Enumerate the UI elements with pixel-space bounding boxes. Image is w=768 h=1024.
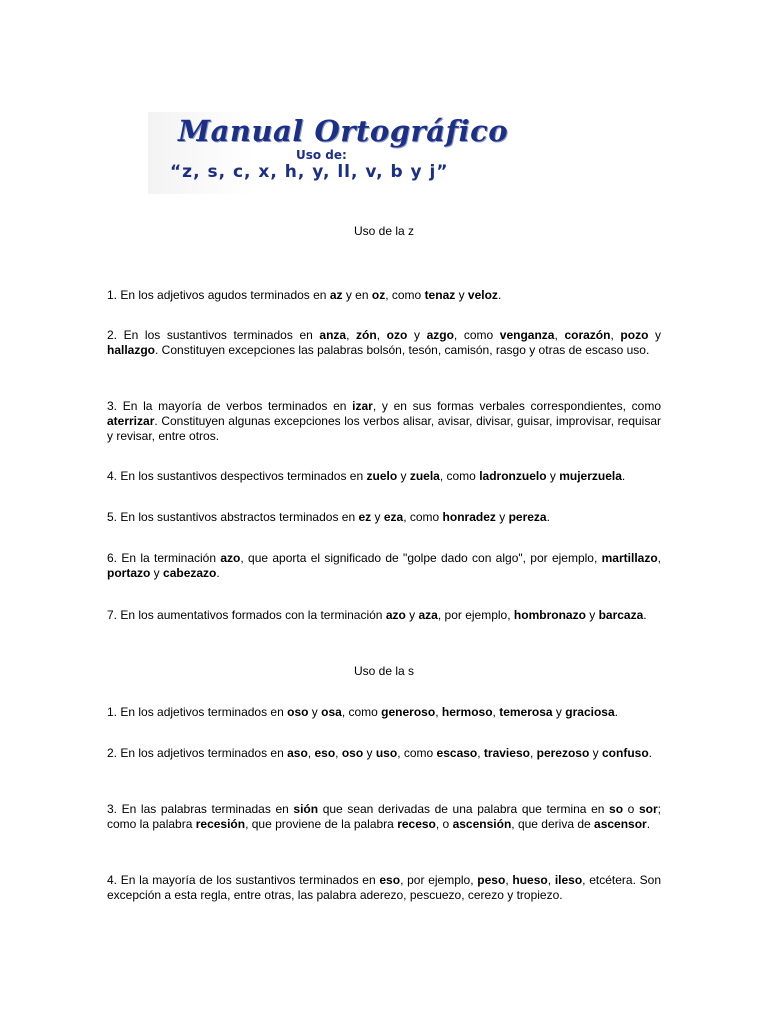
bold-term: mujerzuela	[559, 469, 622, 483]
rule-text: y	[371, 510, 384, 524]
rule-text: y	[585, 608, 599, 622]
rule-text: . Constituyen excepciones las palabras bolsón, tesón, camisón, rasgo y otras de escaso uso.	[155, 343, 650, 357]
rule-text: .	[646, 817, 651, 831]
bold-term: aso	[287, 746, 308, 760]
bold-term: osa	[321, 705, 342, 719]
rule-text: y	[455, 288, 468, 302]
bold-term: eza	[383, 510, 404, 524]
bold-term: cabezazo	[163, 566, 217, 580]
rule-text: 4. En los sustantivos despectivos terminados en	[107, 469, 367, 483]
bold-term: aza	[418, 608, 438, 622]
rule-text: ,	[376, 328, 387, 342]
rule-text: 1. En los adjetivos agudos terminados en	[107, 288, 330, 302]
bold-term: pereza	[508, 510, 547, 524]
bold-term: ez	[358, 510, 372, 524]
section-title-z: Uso de la z	[353, 224, 415, 238]
rule-text: 3. En las palabras terminadas en	[107, 802, 294, 816]
rule-text: y	[589, 746, 602, 760]
rule-s-1	[107, 705, 661, 720]
rule-text: .	[648, 746, 652, 760]
bold-term: izar	[352, 399, 373, 413]
rule-text: , por ejemplo,	[400, 873, 478, 887]
rule-text: 7. En los aumentativos formados con la terminación	[107, 608, 386, 622]
bold-term: pozo	[620, 328, 649, 342]
rule-text: .	[614, 705, 618, 719]
bold-term: corazón	[564, 328, 611, 342]
rule-text: .	[497, 288, 502, 302]
bold-term: eso	[379, 873, 401, 887]
rule-text: ,	[346, 328, 357, 342]
rule-text: . Constituyen algunas excepciones los verbos alisar, avisar, divisar, guisar, improvisar, requisar y revisar, entre otros.	[107, 414, 661, 443]
rule-text: , que aporta el significado de "golpe dado con algo", por ejemplo,	[240, 551, 602, 565]
rule-text: , como	[397, 746, 437, 760]
rule-text: , como	[403, 510, 443, 524]
rule-text: , como	[385, 288, 425, 302]
rule-text: y en	[342, 288, 372, 302]
bold-term: honradez	[442, 510, 496, 524]
bold-term: barcaza	[598, 608, 644, 622]
bold-term: generoso	[381, 705, 436, 719]
rule-text: 2. En los adjetivos terminados en	[107, 746, 288, 760]
logo-letters: “z, s, c, x, h, y, ll, v, b y j”	[170, 162, 449, 182]
bold-term: peso	[477, 873, 506, 887]
rule-text: ,	[435, 705, 442, 719]
bold-term: so	[609, 802, 624, 816]
bold-term: sor	[638, 802, 658, 816]
rule-text: .	[216, 566, 220, 580]
rule-text: 5. En los sustantivos abstractos terminados en	[107, 510, 359, 524]
bold-term: oso	[341, 746, 364, 760]
rule-text: y	[363, 746, 376, 760]
rule-text: y	[150, 566, 164, 580]
rule-s-3	[107, 802, 661, 832]
rule-text: o	[623, 802, 639, 816]
rule-text: , y en sus formas verbales correspondientes, como	[372, 399, 661, 413]
bold-term: anza	[319, 328, 347, 342]
rule-text: ,	[492, 705, 500, 719]
rule-s-4	[107, 873, 661, 903]
bold-term: hallazgo	[107, 343, 156, 357]
section-title-s: Uso de la s	[353, 664, 415, 678]
rule-text: , que deriva de	[511, 817, 595, 831]
rule-text: y	[407, 328, 427, 342]
bold-term: martillazo	[601, 551, 658, 565]
rule-text: , o	[435, 817, 453, 831]
rule-z-1	[107, 288, 661, 303]
bold-term: azo	[220, 551, 241, 565]
bold-term: uso	[375, 746, 398, 760]
rule-text: , etcétera. Son excepción a esta regla, entre otras, las palabra aderezo, pescuezo, cerezo y tropiezo.	[107, 873, 662, 902]
bold-term: azgo	[426, 328, 454, 342]
bold-term: hombronazo	[513, 608, 586, 622]
bold-term: graciosa	[565, 705, 615, 719]
rule-text: , como	[341, 705, 382, 719]
logo-title: Manual Ortográfico	[178, 114, 509, 148]
rule-text: 4. En la mayoría de los sustantivos terminados en	[107, 873, 380, 887]
rule-text: , que proviene de la palabra	[245, 817, 398, 831]
rule-text: que sean derivadas de una palabra que termina en	[318, 802, 610, 816]
rule-text: .	[621, 469, 626, 483]
rule-z-3	[107, 399, 661, 444]
rule-text: y	[495, 510, 509, 524]
bold-term: portazo	[107, 566, 151, 580]
bold-term: escaso	[436, 746, 478, 760]
rule-s-2	[107, 746, 661, 761]
bold-term: az	[329, 288, 343, 302]
bold-term: confuso	[601, 746, 649, 760]
rule-text: 3. En la mayoría de verbos terminados en	[107, 399, 353, 413]
rule-text: y	[648, 328, 662, 342]
bold-term: temerosa	[499, 705, 553, 719]
rule-z-2	[107, 328, 661, 358]
rule-z-4	[107, 469, 661, 484]
rule-text: , por ejemplo,	[437, 608, 514, 622]
rule-text: y	[308, 705, 322, 719]
rule-text: , como	[439, 469, 480, 483]
bold-term: ascensor	[594, 817, 647, 831]
bold-term: hermoso	[441, 705, 493, 719]
rule-z-6	[107, 551, 661, 581]
bold-term: ascensión	[452, 817, 512, 831]
bold-term: recesión	[195, 817, 246, 831]
bold-term: perezoso	[536, 746, 590, 760]
bold-term: venganza	[499, 328, 555, 342]
rule-text: 2. En los sustantivos terminados en	[107, 328, 320, 342]
bold-term: zuelo	[366, 469, 398, 483]
bold-term: sión	[293, 802, 319, 816]
rule-text: ,	[529, 746, 537, 760]
bold-term: tenaz	[424, 288, 456, 302]
bold-term: ileso	[554, 873, 583, 887]
bold-term: veloz	[467, 288, 498, 302]
rule-text: ,	[547, 873, 555, 887]
rule-text: .	[546, 510, 550, 524]
bold-term: zón	[356, 328, 377, 342]
rule-text: ,	[505, 873, 513, 887]
manual-logo	[148, 112, 509, 194]
bold-term: aterrizar	[107, 414, 155, 428]
rule-text: ,	[657, 551, 661, 565]
bold-term: ladronzuelo	[479, 469, 547, 483]
rule-z-5	[107, 510, 661, 525]
bold-term: oso	[287, 705, 309, 719]
bold-term: ozo	[386, 328, 408, 342]
bold-term: hueso	[512, 873, 548, 887]
rule-text: ,	[307, 746, 315, 760]
bold-term: oz	[371, 288, 386, 302]
bold-term: receso	[397, 817, 436, 831]
rule-text: y	[552, 705, 566, 719]
bold-term: zuela	[409, 469, 440, 483]
rule-text: , como	[453, 328, 500, 342]
bold-term: azo	[385, 608, 406, 622]
rule-text: ,	[477, 746, 484, 760]
rule-text: 1. En los adjetivos terminados en	[107, 705, 288, 719]
rule-text: ,	[335, 746, 342, 760]
rule-text: y	[397, 469, 410, 483]
rule-text: ,	[610, 328, 621, 342]
logo-subtitle: Uso de:	[296, 148, 347, 162]
rule-text: y	[546, 469, 560, 483]
rule-text: y	[405, 608, 419, 622]
rule-z-7	[107, 608, 661, 623]
rule-text: ,	[554, 328, 565, 342]
rule-text: ; como la palabra	[107, 802, 661, 831]
bold-term: eso	[314, 746, 336, 760]
rule-text: 6. En la terminación	[107, 551, 221, 565]
bold-term: travieso	[483, 746, 530, 760]
rule-text: .	[643, 608, 647, 622]
